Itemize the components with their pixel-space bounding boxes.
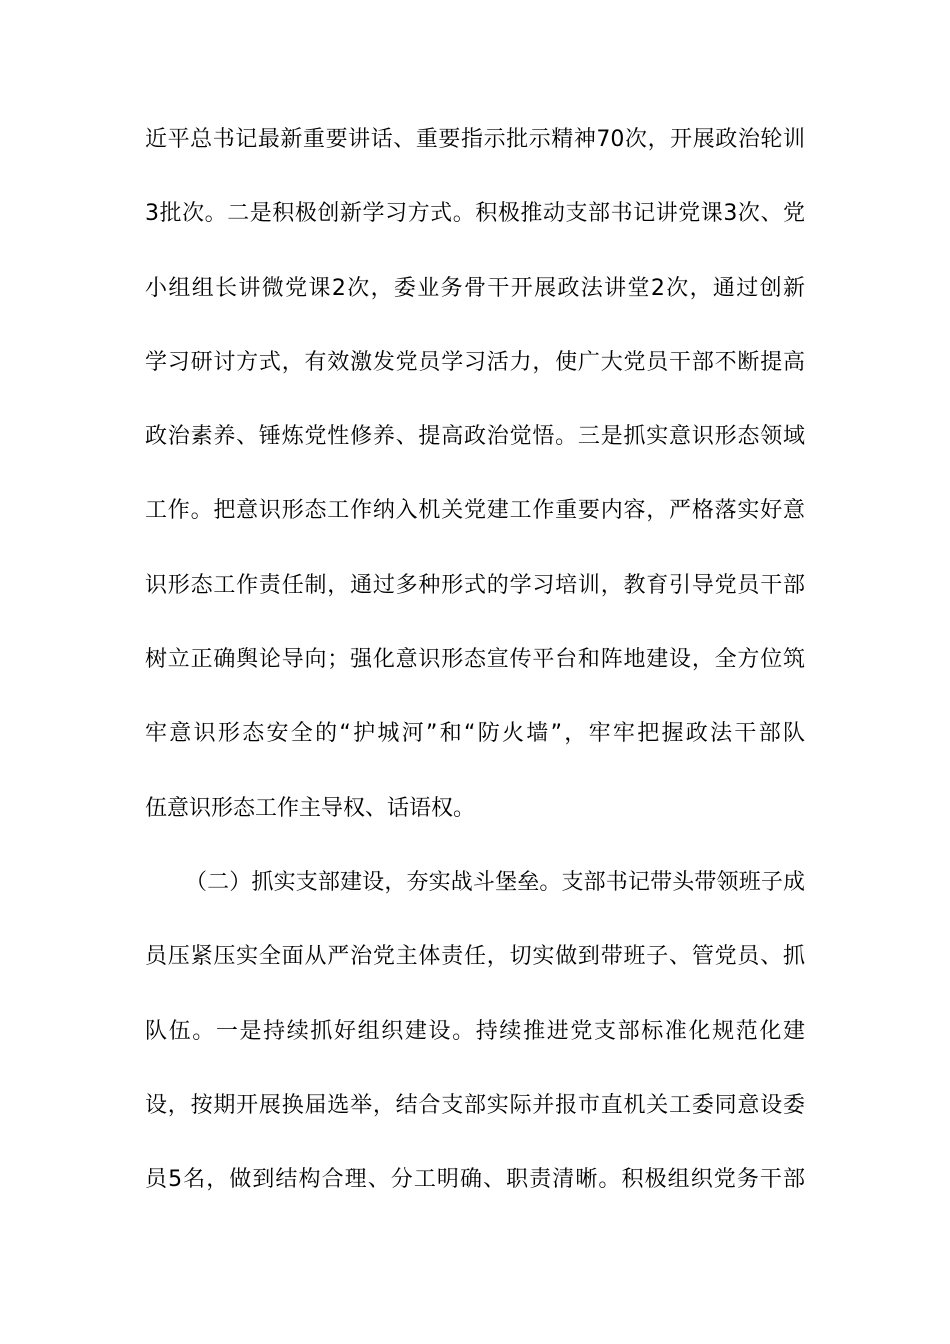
text-line: 3批次。二是积极创新学习方式。积极推动支部书记讲党课3次、党 [145,201,805,227]
text-line: 员压紧压实全面从严治党主体责任，切实做到带班子、管党员、抓 [145,944,805,970]
text-line: 设，按期开展换届选举，结合支部实际并报市直机关工委同意设委 [145,1092,805,1118]
text-line: 员5名，做到结构合理、分工明确、职责清晰。积极组织党务干部 [145,1167,805,1193]
text-line: 树立正确舆论导向；强化意识形态宣传平台和阵地建设，全方位筑 [145,647,805,673]
text-line: 小组组长讲微党课2次，委业务骨干开展政法讲堂2次，通过创新 [145,275,805,301]
text-line: 牢意识形态安全的“护城河”和“防火墙”，牢牢把握政法干部队 [145,721,805,747]
text-line: （二）抓实支部建设，夯实战斗堡垒。支部书记带头带领班子成 [185,869,805,895]
paragraph-2 [145,846,805,1217]
text-line: 伍意识形态工作主导权、话语权。 [145,795,476,821]
paragraph-1 [145,103,805,846]
text-line: 识形态工作责任制，通过多种形式的学习培训，教育引导党员干部 [145,572,805,598]
text-line: 队伍。一是持续抓好组织建设。持续推进党支部标准化规范化建 [145,1018,805,1044]
text-line: 工作。把意识形态工作纳入机关党建工作重要内容，严格落实好意 [145,498,805,524]
text-line: 政治素养、锤炼党性修养、提高政治觉悟。三是抓实意识形态领域 [145,424,805,450]
text-line: 近平总书记最新重要讲话、重要指示批示精神70次，开展政治轮训 [145,127,805,152]
document-body [145,103,805,1217]
text-line: 学习研讨方式，有效激发党员学习活力，使广大党员干部不断提高 [145,349,805,375]
